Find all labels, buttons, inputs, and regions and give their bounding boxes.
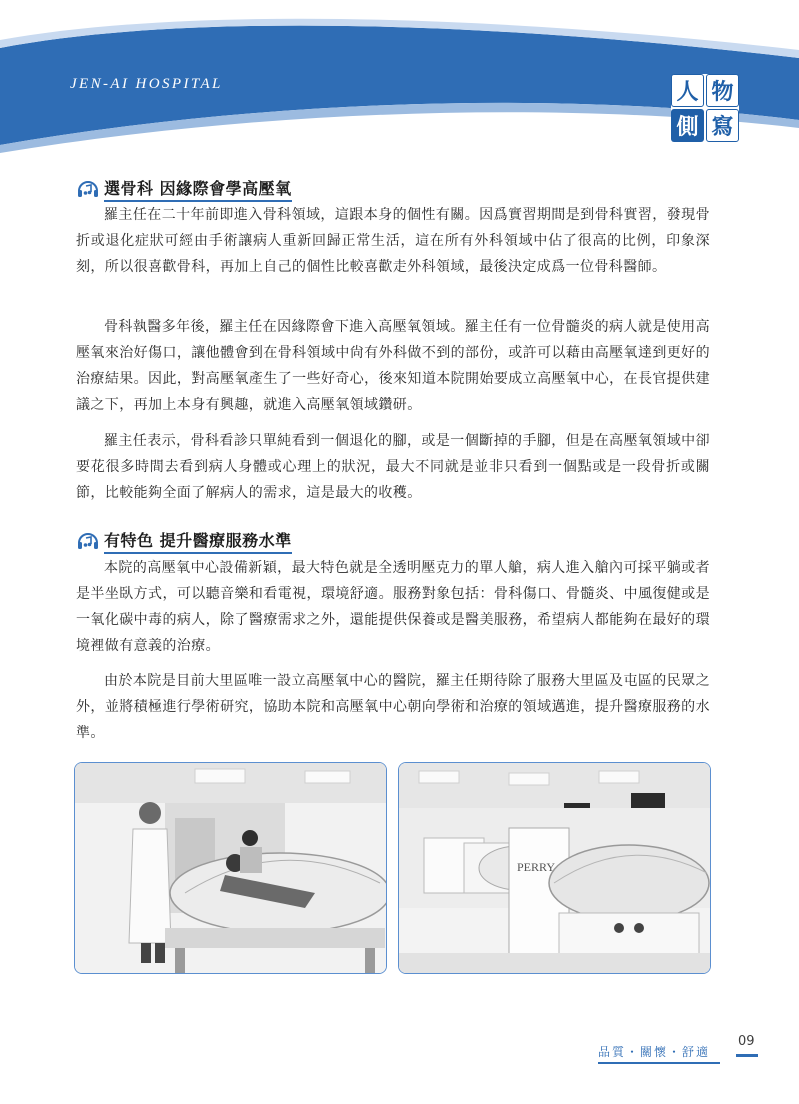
badge-char-3: 側 xyxy=(671,109,704,142)
section-heading-2 xyxy=(76,528,292,554)
music-note-icon xyxy=(76,177,100,201)
paragraph: 由於本院是目前大里區唯一設立高壓氧中心的醫院，羅主任期待除了服務大里區及屯區的民眾之外，並將積極進行學術研究，協助本院和高壓氧中心朝向學術和治療的領域邁進，提升醫療服務的水準。 xyxy=(76,673,710,741)
photo-hyperbaric-chambers xyxy=(398,762,711,974)
paragraph: 骨科執醫多年後，羅主任在因緣際會下進入高壓氧領域。羅主任有一位骨髓炎的病人就是使用高壓氧來治好傷口，讓他體會到在骨科領域中尙有外科做不到的部份，或許可以藉由高壓氧達到更好的治療結果。因此，對高壓氧產生了一些好奇心，後來知道本院開始要成立高壓氧中心，在長官提供建議之下，再加上本身有興趣，就進入高壓氧領域鑽研。 xyxy=(76,319,710,413)
section-badge xyxy=(671,74,739,142)
section-title-1: 選骨科 因緣際會學高壓氧 xyxy=(104,176,292,202)
page-number-underline xyxy=(736,1054,758,1057)
chamber-brand-label: PERRY xyxy=(517,860,556,874)
hospital-name: JEN-AI HOSPITAL xyxy=(70,76,223,92)
section-title-2: 有特色 提升醫療服務水準 xyxy=(104,528,292,554)
footer-divider xyxy=(598,1062,720,1064)
section-heading-1 xyxy=(76,176,292,202)
music-note-icon xyxy=(76,529,100,553)
paragraph: 本院的高壓氧中心設備新穎，最大特色就是全透明壓克力的單人艙，病人進入艙內可採平躺或者是半坐臥方式，可以聽音樂和看電視，環境舒適。服務對象包括：骨科傷口、骨髓炎、中風復健或是一氧化碳中毒的病人，除了醫療需求之外，還能提供保養或是醫美服務，希望病人都能夠在最好的環境裡做有意義的治療。 xyxy=(76,560,710,654)
paragraph: 羅主任表示，骨科看診只單純看到一個退化的腳，或是一個斷掉的手腳，但是在高壓氧領域中卻要花很多時間去看到病人身體或心理上的狀況，最大不同就是並非只看到一個點或是一段骨折或關節，比較能夠全面了解病人的需求，這是最大的收穫。 xyxy=(76,433,710,501)
photo-doctor-with-patient xyxy=(74,762,387,974)
page-header xyxy=(0,0,799,160)
badge-char-1: 人 xyxy=(671,74,704,107)
badge-char-4: 寫 xyxy=(706,109,739,142)
paragraph: 羅主任在二十年前即進入骨科領域，這跟本身的個性有關。因爲實習期間是到骨科實習，發現骨折或退化症狀可經由手術讓病人重新回歸正常生活，這在所有外科領域中佔了很高的比例，印象深刻，所以很喜歡骨科，再加上自己的個性比較喜歡走外科領域，最後決定成爲一位骨科醫師。 xyxy=(76,207,710,275)
footer-tagline: 品質・關懷・舒適 xyxy=(598,1045,711,1059)
badge-char-2: 物 xyxy=(706,74,739,107)
page-number: 09 xyxy=(738,1034,755,1049)
